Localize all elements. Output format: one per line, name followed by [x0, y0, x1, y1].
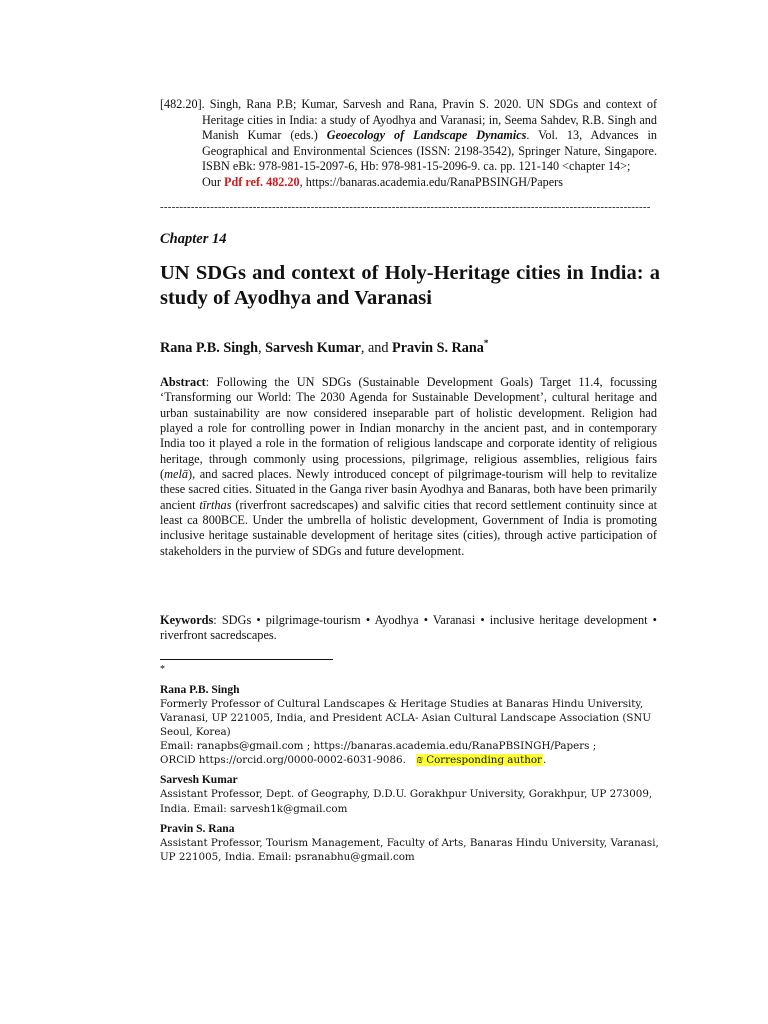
- abstract-text: : Following the UN SDGs (Sustainable Development Goals) Target 11.4, focussing ‘Transforming our World: The 2030 Agenda for Sustainable Development’, cultural heritage and urban sustainability are now considered inseparable part of holistic development. Religion had played a role for controlling power in Indian monarchy in the ancient past, and in contemporary India too it played a role in the formation of religious landscape and corporate identity of religious heritage, through commonly using processions, pilgrimage, religious assemblies, religious fairs (: [160, 375, 657, 482]
- author-line: [160, 339, 660, 357]
- citation-text: Singh, Rana P.B; Kumar, Sarvesh and Rana, Pravin S. 2020. UN SDGs and context of Heritage cities in India: a study of Ayodhya and Varanasi; in, Seema Sahdev, R.B. Singh and Manish Kumar (eds.): [202, 97, 657, 143]
- footnote-affiliation: Assistant Professor, Tourism Management, Faculty of Arts, Banaras Hindu University, Varanasi, UP 221005, India. Email: psranabhu@gmail.com: [160, 836, 659, 863]
- citation-book-title: Geoecology of Landscape Dynamics: [326, 128, 527, 143]
- citation-block: [160, 97, 657, 191]
- author-name: Pravin S. Rana: [392, 340, 484, 356]
- footnote-author-name: Sarvesh Kumar: [160, 774, 238, 787]
- footnote-marker: *: [160, 664, 165, 675]
- citation-details: . Vol. 13, Advances in Geographical and Environmental Sciences (ISSN: 2198-3542), Springer Nature, Singapore. ISBN eBk: 978-981-15-2097-6, Hb: 978-981-15-2096-9. ca. pp. 121-140 <chapter 14>;: [202, 128, 657, 174]
- footnotes: [160, 683, 665, 870]
- footnote-author-block: [160, 683, 665, 767]
- abstract-text: (riverfront sacredscapes) and salvific cities that record settlement continuity since at least ca 800BCE. Under the umbrella of holistic development, Government of India is promoting inclusive heritage sustainable development of heritage sites (cities), through active participation of stakeholders in the purview of SDGs and future development.: [160, 497, 658, 558]
- citation-our-label: Our: [202, 174, 221, 189]
- keywords-label: Keywords: [160, 613, 214, 627]
- author-name: Rana P.B. Singh: [160, 340, 259, 356]
- footnote-author-block: [160, 773, 665, 815]
- footnote-orcid-line: [160, 753, 665, 767]
- keywords-text: : SDGs • pilgrimage-tourism • Ayodhya • Varanasi • inclusive heritage development • riverfront sacredscapes.: [160, 613, 657, 643]
- abstract-italic-term: melā: [164, 467, 189, 482]
- footnote-author-block: [160, 822, 665, 864]
- citation-ref-number: [482.20].: [160, 97, 205, 111]
- keywords-paragraph: [160, 613, 657, 644]
- chapter-label: Chapter 14: [160, 231, 227, 247]
- footnote-period: .: [542, 754, 547, 767]
- footnote-orcid[interactable]: ORCiD https://orcid.org/0000-0002-6031-9086.: [160, 754, 406, 767]
- author-separator: ,: [258, 340, 266, 356]
- author-name: Sarvesh Kumar: [265, 340, 361, 356]
- corresponding-author-highlight: ₪ Corresponding author: [416, 754, 542, 767]
- abstract-paragraph: [160, 375, 657, 559]
- dashed-divider: -------------------------------------------------------------------------------------------------------------------------------: [160, 201, 651, 213]
- citation-url[interactable]: , https://banaras.academia.edu/RanaPBSINGH/Papers: [299, 174, 563, 189]
- abstract-italic-term: tīrthas: [199, 497, 232, 512]
- footnote-affiliation: Assistant Professor, Dept. of Geography, D.D.U. Gorakhpur University, Gorakhpur, UP 273009, India. Email: sarvesh1k@gmail.com: [160, 788, 653, 815]
- footnote-email[interactable]: Email: ranapbs@gmail.com ; https://banaras.academia.edu/RanaPBSINGH/Papers ;: [160, 740, 597, 753]
- footnote-affiliation: Formerly Professor of Cultural Landscapes & Heritage Studies at Banaras Hindu University, Varanasi, UP 221005, India, and President ACLA- Asian Cultural Landscape Association (SNU Seoul, Korea): [160, 698, 652, 739]
- pdf-ref-link[interactable]: Pdf ref. 482.20: [224, 174, 300, 189]
- footnote-rule: [160, 659, 333, 660]
- corresponding-marker: *: [483, 338, 489, 348]
- paper-title: UN SDGs and context of Holy-Heritage cities in India: a study of Ayodhya and Varanasi: [160, 262, 660, 309]
- abstract-label: Abstract: [160, 375, 206, 389]
- author-separator: , and: [360, 340, 393, 356]
- footnote-author-name: Pravin S. Rana: [160, 822, 235, 835]
- footnote-author-name: Rana P.B. Singh: [160, 684, 240, 696]
- abstract-text: ), and sacred places. Newly introduced concept of pilgrimage-tourism will help to revitalize these sacred cities. Situated in the Ganga river basin Ayodhya and Banaras, both have been primarily ancient: [160, 467, 657, 512]
